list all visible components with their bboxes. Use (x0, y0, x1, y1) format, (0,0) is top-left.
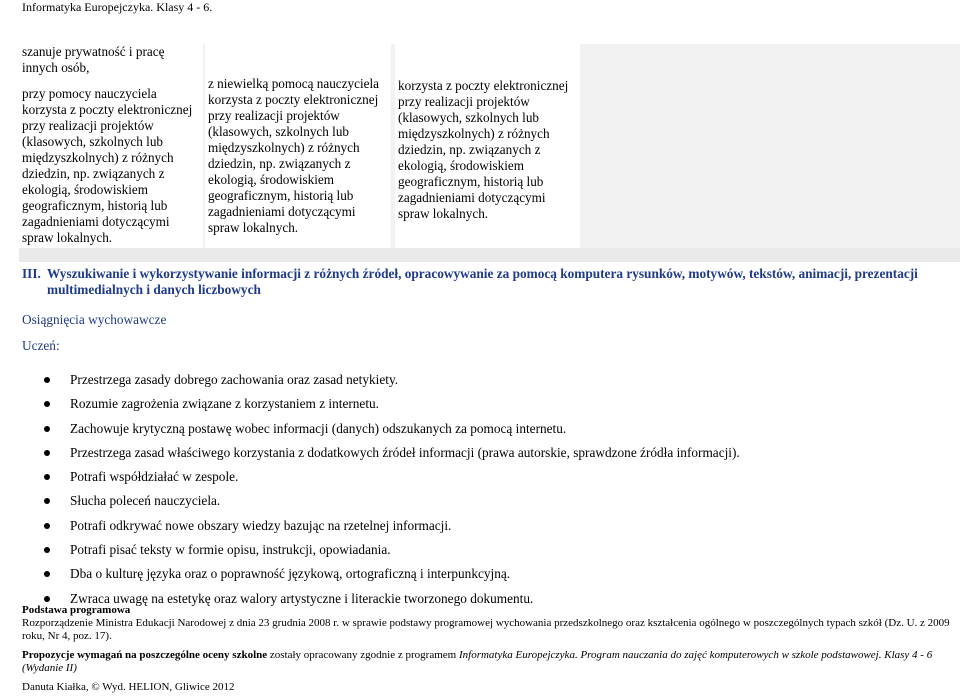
table-cell-line: innych osób, (22, 60, 90, 75)
table-cell-line: przy realizacji projektów (208, 108, 340, 123)
table-cell-line: ekologią, środowiskiem (22, 182, 148, 197)
table-cell-line: zagadnieniami dotyczącymi (208, 204, 356, 219)
table-cell-line: geograficznym, historią lub (22, 198, 168, 213)
table-cell-line: dziedzin, np. związanych z (22, 166, 165, 181)
bullet-icon (44, 426, 50, 432)
outcomes-list (22, 372, 952, 607)
table-cell-line: przy realizacji projektów (22, 118, 154, 133)
list-item-text: Zachowuje krytyczną postawę wobec informacji (danych) odszukanych za pomocą internetu. (70, 420, 567, 436)
table-cell-line: szanuje prywatność i pracę (22, 44, 165, 59)
table-cell-line: spraw lokalnych. (208, 220, 299, 235)
table-cell-line: korzysta z poczty elektronicznej (22, 102, 193, 117)
bullet-icon (44, 523, 50, 529)
table-cell-line: geograficznym, historią lub (398, 174, 544, 189)
list-item (22, 469, 952, 485)
footer-proposal (22, 649, 957, 675)
list-item (22, 542, 952, 558)
page-header: Informatyka Europejczyka. Klasy 4 - 6. (22, 0, 213, 14)
bullet-icon (44, 377, 50, 383)
table-cell-line: korzysta z poczty elektronicznej (398, 78, 569, 93)
list-item-text: Potrafi współdziałać w zespole. (70, 469, 239, 485)
footer-proposal-plain: zostały opracowany zgodnie z programem (267, 649, 459, 661)
list-item-text: Rozumie zagrożenia związane z korzystaniem z internetu. (70, 396, 380, 412)
list-item (22, 493, 952, 509)
table-cell-line: zagadnieniami dotyczącymi (398, 190, 546, 205)
table-cell-line: ekologią, środowiskiem (398, 158, 524, 173)
bullet-icon (44, 571, 50, 577)
requirements-table (19, 44, 960, 262)
table-cell-line: ekologią, środowiskiem (208, 172, 334, 187)
bullet-icon (44, 547, 50, 553)
list-item-text: Dba o kulturę języka oraz o poprawność językową, ortograficzną i interpunkcyjną. (70, 566, 511, 582)
list-item (22, 518, 952, 534)
list-item-text: Słucha poleceń nauczyciela. (70, 493, 221, 509)
table-cell-line: międzyszkolnych) z różnych (22, 150, 174, 165)
section-iii (22, 266, 952, 615)
table-cell-line: z niewielką pomocą nauczyciela (208, 76, 379, 91)
bullet-icon (44, 401, 50, 407)
footer-proposal-bold: Propozycje wymagań na poszczególne oceny szkolne (22, 649, 268, 661)
list-item (22, 566, 952, 582)
bullet-icon (44, 474, 50, 480)
table-cell-col2 (205, 44, 391, 248)
table-cell-line: przy realizacji projektów (398, 94, 530, 109)
table-cell-line: przy pomocy nauczyciela (22, 86, 157, 101)
table-cell-line: geograficznym, historią lub (208, 188, 354, 203)
list-item-text: Zwraca uwagę na estetykę oraz walory artystyczne i literackie tworzonego dokumentu. (70, 590, 534, 606)
table-cell-col1 (19, 44, 203, 248)
footer-proposal-italic: Informatyka Europejczyka. Program nauczania do zajęć komputerowych w szkole podstawowej. Klasy 4 - 6 (Wydanie II) (22, 649, 933, 674)
footer-regulation: Rozporządzenie Ministra Edukacji Narodowej z dnia 23 grudnia 2008 r. w sprawie podstawy programowej wychowania przedszkolnego oraz kształcenia ogólnego w poszczególnych typach szkół (Dz. U. z 2009 roku, Nr 4, poz. 17). (22, 617, 950, 642)
table-cell-line: międzyszkolnych) z różnych (208, 140, 360, 155)
bullet-icon (44, 450, 50, 456)
list-item-text: Potrafi pisać teksty w formie opisu, instrukcji, opowiadania. (70, 542, 391, 558)
table-cell-line: zagadnieniami dotyczącymi (22, 214, 170, 229)
table-cell-line: międzyszkolnych) z różnych (398, 126, 550, 141)
table-cell-line: (klasowych, szkolnych lub (22, 134, 164, 149)
student-label: Uczeń: (22, 338, 60, 353)
list-item (22, 421, 952, 437)
list-item (22, 445, 952, 461)
section-number: III. (22, 266, 41, 281)
list-item (22, 372, 952, 388)
list-item-text: Przestrzega zasad właściwego korzystania z dodatkowych źródeł informacji (prawa autorskie, sprawdzone źródła informacji). (70, 444, 740, 460)
table-cell-line: spraw lokalnych. (398, 206, 489, 221)
bullet-icon (44, 498, 50, 504)
table-cell-line: dziedzin, np. związanych z (208, 156, 351, 171)
section-title: Wyszukiwanie i wykorzystywanie informacji z różnych źródeł, opracowywanie za pomocą komputera rysunków, motywów, tekstów, animacji, prezentacji multimedialnych i danych liczbowych (47, 266, 918, 297)
table-cell-line: spraw lokalnych. (22, 230, 113, 245)
section-heading (22, 266, 952, 298)
subsection-title: Osiągnięcia wychowawcze (22, 312, 167, 327)
table-cell-line (22, 76, 203, 86)
footer-title: Podstawa programowa (22, 604, 131, 616)
table-cell-line: korzysta z poczty elektronicznej (208, 92, 379, 107)
table-cell-line: (klasowych, szkolnych lub (398, 110, 540, 125)
table-cell-line: (klasowych, szkolnych lub (208, 124, 350, 139)
table-bottom-band (19, 248, 960, 262)
table-cell-line: dziedzin, np. związanych z (398, 142, 541, 157)
list-item-text: Potrafi odkrywać nowe obszary wiedzy bazując na rzetelnej informacji. (70, 517, 452, 533)
list-item-text: Przestrzega zasady dobrego zachowania oraz zasad netykiety. (70, 372, 399, 387)
bullet-icon (44, 596, 50, 602)
footer-author: Danuta Kiałka, © Wyd. HELION, Gliwice 2012 (22, 681, 235, 693)
table-cell-col3 (395, 44, 580, 248)
table-cell-col4 (582, 44, 960, 248)
list-item (22, 396, 952, 412)
footer (22, 604, 957, 694)
